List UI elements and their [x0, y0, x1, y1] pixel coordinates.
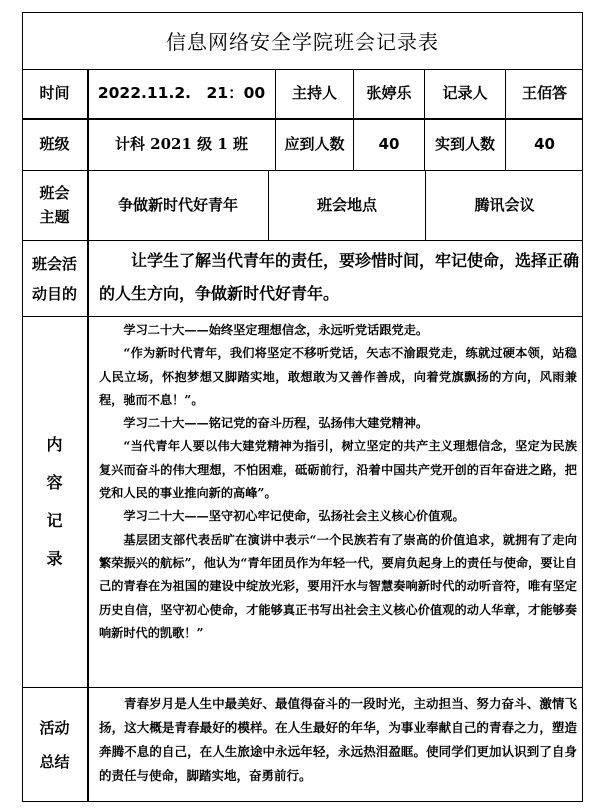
- expected-label: 应到人数: [284, 135, 345, 154]
- content-label-char: 录: [46, 549, 63, 568]
- content-paragraph: 学习二十大——坚守初心牢记使命，弘扬社会主义核心价值观。: [123, 509, 465, 524]
- theme-label: [22, 171, 87, 240]
- content-label: [22, 317, 87, 687]
- purpose-label-line-1: 班会活: [31, 254, 77, 273]
- content-paragraph: 基层团支部代表岳旷在演讲中表示“一个民族若有了崇高的价值追求，就拥有了走向繁荣振兴的航标”，他认为“青年团员作为年轻一代，要肩负起身上的责任与使命，要让自己的青春在为祖国的建设中绽放光彩，要用汗水与智慧奏响新时代的动听音符，唯有坚定历史自信，坚守初心使命，才能够真正书写出社会主义核心价值观的动人华章，才能够奏响新时代的凯歌！”: [99, 532, 577, 640]
- place-value: 腾讯会议: [474, 195, 535, 214]
- recorder-value: 王佰答: [521, 83, 567, 102]
- purpose-label-line-2: 动目的: [31, 284, 77, 303]
- content-record: [99, 319, 577, 645]
- time-label: 时间: [39, 83, 70, 102]
- class-value: 计科 2021 级 1 班: [114, 135, 249, 154]
- expected-value: 40: [378, 135, 400, 154]
- content-label-char: 记: [46, 511, 63, 530]
- page-title: 信息网络安全学院班会记录表: [166, 30, 439, 54]
- content-paragraph: 学习二十大——铭记党的奋斗历程，弘扬伟大建党精神。: [123, 416, 429, 431]
- summary-block: [99, 692, 577, 788]
- summary-label-line-2: 总结: [39, 753, 70, 771]
- purpose-text: 让学生了解当代青年的责任，要珍惜时间，牢记使命，选择正确的人生方向，争做新时代好青年。: [99, 251, 580, 303]
- host-value: 张婷乐: [366, 83, 412, 102]
- content-label-char: 容: [46, 473, 63, 492]
- content-paragraph: “当代青年人要以伟大建党精神为指引，树立坚定的共产主义理想信念，坚定为民族复兴而奋斗的伟大理想，不怕困难，砥砺前行，沿着中国共产党开创的百年奋进之路，把党和人民的事业推向新的高峰”。: [99, 439, 577, 501]
- content-label-char: 内: [46, 435, 63, 454]
- place-label: 班会地点: [316, 195, 377, 214]
- theme-label-line-2: 主题: [39, 207, 70, 226]
- summary-text: 青春岁月是人生中最美好、最值得奋斗的一段时光，主动担当、努力奋斗、激情飞扬，这大概是青春最好的模样。在人生最好的年华，为事业奉献自己的青春之力，塑造奔腾不息的自己，在人生旅途中永远年轻，永远热泪盈眶。使同学们更加认识到了自身的责任与使命，脚踏实地，奋勇前行。: [99, 696, 577, 783]
- time-value: 2022.11.2. 21：00: [97, 84, 266, 103]
- theme-value: 争做新时代好青年: [117, 195, 238, 214]
- host-label: 主持人: [291, 83, 337, 102]
- content-paragraph: 学习二十大——始终坚定理想信念，永远听党话跟党走。: [123, 323, 429, 337]
- theme-label-line-1: 班会: [39, 184, 70, 203]
- recorder-label: 记录人: [442, 83, 488, 102]
- purpose-label: [22, 241, 87, 316]
- summary-label: [22, 688, 87, 802]
- purpose-text-block: [99, 240, 579, 316]
- actual-label: 实到人数: [434, 135, 495, 154]
- rule-under-content: [22, 687, 583, 688]
- content-paragraph: “作为新时代青年，我们将坚定不移听党话，矢志不渝跟党走，练就过硬本领，站稳人民立场，怀抱梦想又脚踏实地，敢想敢为又善作善成，向着党旗飘扬的方向，风雨兼程，驰而不息！”。: [99, 346, 577, 407]
- summary-label-line-1: 活动: [39, 719, 70, 737]
- class-label: 班级: [39, 135, 70, 154]
- actual-value: 40: [534, 135, 555, 154]
- rule-under-purpose: [22, 316, 583, 317]
